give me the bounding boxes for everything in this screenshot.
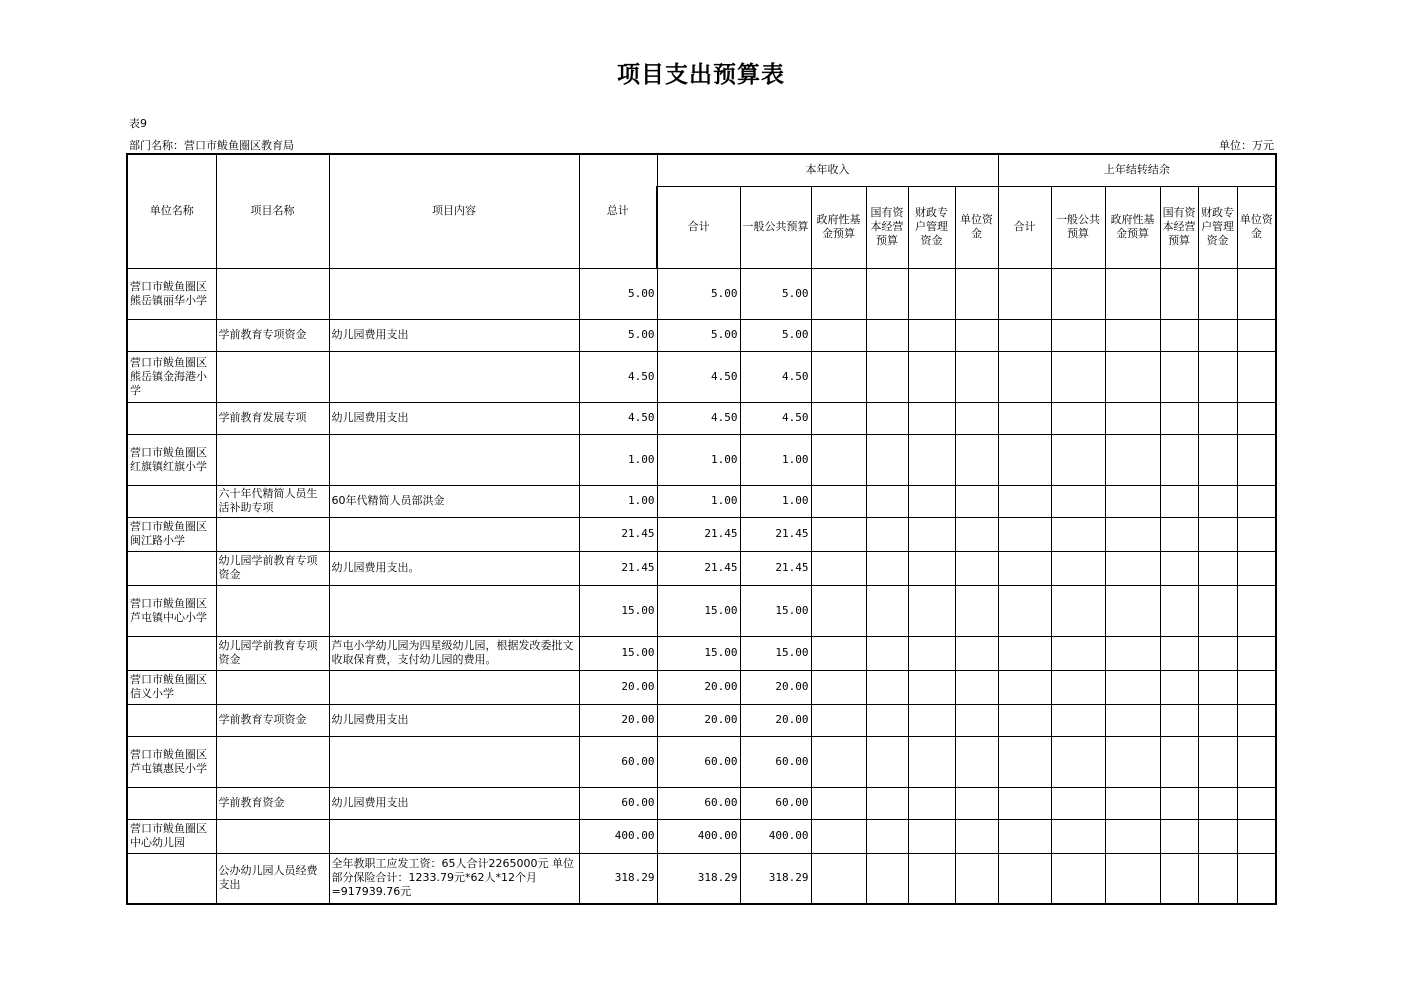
unit-name-cell: 营口市鲅鱼圈区芦屯镇中心小学: [127, 585, 216, 636]
empty-cell: [1051, 819, 1105, 853]
empty-cell: [1051, 402, 1105, 434]
total-cell: 21.45: [579, 517, 657, 551]
empty-cell: [866, 819, 908, 853]
empty-cell: [908, 853, 955, 904]
empty-cell: [1051, 517, 1105, 551]
project-name-cell: [216, 585, 329, 636]
income-subtotal-cell: 1.00: [657, 485, 740, 517]
general-budget-cell: 15.00: [740, 636, 811, 670]
income-subtotal-cell: 21.45: [657, 517, 740, 551]
empty-cell: [1160, 704, 1198, 736]
project-name-cell: 学前教育专项资金: [216, 704, 329, 736]
income-subtotal-cell: 60.00: [657, 787, 740, 819]
department-name: 部门名称：营口市鲅鱼圈区教育局: [129, 139, 294, 152]
income-subtotal-cell: 400.00: [657, 819, 740, 853]
empty-cell: [1237, 704, 1276, 736]
general-budget-cell: 21.45: [740, 517, 811, 551]
header-carry-gov-fund: 政府性基金预算: [1105, 186, 1160, 268]
empty-cell: [998, 636, 1051, 670]
empty-cell: [1160, 819, 1198, 853]
empty-cell: [1051, 670, 1105, 704]
empty-cell: [1051, 787, 1105, 819]
empty-cell: [1160, 736, 1198, 787]
project-name-cell: 幼儿园学前教育专项资金: [216, 551, 329, 585]
empty-cell: [908, 787, 955, 819]
empty-cell: [1051, 319, 1105, 351]
total-cell: 15.00: [579, 636, 657, 670]
project-content-cell: 芦屯小学幼儿园为四星级幼儿园，根据发改委批文收取保育费，支付幼儿园的费用。: [329, 636, 579, 670]
general-budget-cell: 60.00: [740, 787, 811, 819]
income-subtotal-cell: 318.29: [657, 853, 740, 904]
total-cell: 1.00: [579, 434, 657, 485]
empty-cell: [955, 670, 998, 704]
unit-name-cell: [127, 853, 216, 904]
empty-cell: [1105, 736, 1160, 787]
empty-cell: [1105, 434, 1160, 485]
project-content-cell: 幼儿园费用支出: [329, 704, 579, 736]
project-content-cell: 幼儿园费用支出: [329, 319, 579, 351]
empty-cell: [866, 787, 908, 819]
empty-cell: [1237, 585, 1276, 636]
empty-cell: [1105, 585, 1160, 636]
empty-cell: [1051, 268, 1105, 319]
project-name-cell: [216, 268, 329, 319]
empty-cell: [1051, 485, 1105, 517]
total-cell: 4.50: [579, 402, 657, 434]
empty-cell: [998, 704, 1051, 736]
total-cell: 5.00: [579, 268, 657, 319]
empty-cell: [1237, 268, 1276, 319]
unit-name-cell: [127, 485, 216, 517]
empty-cell: [866, 853, 908, 904]
empty-cell: [866, 636, 908, 670]
empty-cell: [1160, 787, 1198, 819]
empty-cell: [1237, 819, 1276, 853]
empty-cell: [811, 636, 866, 670]
general-budget-cell: 318.29: [740, 853, 811, 904]
project-content-cell: [329, 585, 579, 636]
empty-cell: [908, 268, 955, 319]
empty-cell: [1105, 853, 1160, 904]
table-row: [127, 402, 1276, 434]
empty-cell: [1105, 819, 1160, 853]
unit-name-cell: [127, 402, 216, 434]
empty-cell: [955, 319, 998, 351]
table-row: [127, 319, 1276, 351]
empty-cell: [1237, 853, 1276, 904]
empty-cell: [998, 517, 1051, 551]
empty-cell: [811, 819, 866, 853]
unit-name-cell: [127, 319, 216, 351]
header-unit-name: 单位名称: [127, 154, 216, 268]
empty-cell: [998, 819, 1051, 853]
empty-cell: [1198, 636, 1237, 670]
empty-cell: [998, 585, 1051, 636]
empty-cell: [1237, 736, 1276, 787]
empty-cell: [1051, 351, 1105, 402]
table-row: [127, 636, 1276, 670]
empty-cell: [1198, 319, 1237, 351]
empty-cell: [908, 434, 955, 485]
income-subtotal-cell: 4.50: [657, 351, 740, 402]
empty-cell: [1160, 402, 1198, 434]
total-cell: 20.00: [579, 670, 657, 704]
empty-cell: [811, 351, 866, 402]
project-name-cell: 学前教育专项资金: [216, 319, 329, 351]
empty-cell: [1237, 670, 1276, 704]
empty-cell: [1237, 551, 1276, 585]
unit-name-cell: [127, 704, 216, 736]
empty-cell: [1198, 351, 1237, 402]
empty-cell: [1105, 551, 1160, 585]
page-title: 项目支出预算表: [617, 62, 785, 88]
empty-cell: [1160, 636, 1198, 670]
general-budget-cell: 5.00: [740, 268, 811, 319]
header-prior-carryover: 上年结转结余: [998, 154, 1276, 186]
empty-cell: [1237, 517, 1276, 551]
income-subtotal-cell: 60.00: [657, 736, 740, 787]
empty-cell: [908, 585, 955, 636]
empty-cell: [955, 704, 998, 736]
table-row: [127, 736, 1276, 787]
empty-cell: [811, 434, 866, 485]
total-cell: 60.00: [579, 736, 657, 787]
empty-cell: [955, 819, 998, 853]
empty-cell: [811, 585, 866, 636]
header-income-state-capital: 国有资本经营预算: [866, 186, 908, 268]
empty-cell: [1105, 636, 1160, 670]
general-budget-cell: 60.00: [740, 736, 811, 787]
general-budget-cell: 1.00: [740, 434, 811, 485]
empty-cell: [1198, 704, 1237, 736]
project-name-cell: [216, 517, 329, 551]
unit-name-cell: [127, 636, 216, 670]
empty-cell: [811, 319, 866, 351]
empty-cell: [908, 319, 955, 351]
empty-cell: [1160, 853, 1198, 904]
project-content-cell: 全年教职工应发工资：65人合计2265000元 单位部分保险合计：1233.79元*62人*12个月=917939.76元: [329, 853, 579, 904]
empty-cell: [1105, 402, 1160, 434]
project-content-cell: [329, 517, 579, 551]
unit-name-cell: [127, 551, 216, 585]
project-content-cell: 幼儿园费用支出: [329, 402, 579, 434]
empty-cell: [1160, 585, 1198, 636]
empty-cell: [998, 402, 1051, 434]
empty-cell: [1160, 517, 1198, 551]
general-budget-cell: 4.50: [740, 402, 811, 434]
header-carry-state-capital: 国有资本经营预算: [1160, 186, 1198, 268]
empty-cell: [866, 319, 908, 351]
empty-cell: [811, 517, 866, 551]
empty-cell: [1198, 517, 1237, 551]
table-row: [127, 819, 1276, 853]
empty-cell: [866, 351, 908, 402]
empty-cell: [1237, 434, 1276, 485]
empty-cell: [908, 485, 955, 517]
unit-name-cell: 营口市鲅鱼圈区芦屯镇惠民小学: [127, 736, 216, 787]
table-row: [127, 787, 1276, 819]
empty-cell: [866, 704, 908, 736]
empty-cell: [955, 853, 998, 904]
header-carry-unit-funds: 单位资金: [1237, 186, 1276, 268]
empty-cell: [811, 853, 866, 904]
general-budget-cell: 15.00: [740, 585, 811, 636]
general-budget-cell: 5.00: [740, 319, 811, 351]
project-content-cell: [329, 819, 579, 853]
unit-label: 单位：万元: [1219, 139, 1274, 152]
table-row: [127, 853, 1276, 904]
empty-cell: [866, 736, 908, 787]
empty-cell: [866, 485, 908, 517]
empty-cell: [866, 434, 908, 485]
empty-cell: [866, 402, 908, 434]
empty-cell: [811, 670, 866, 704]
empty-cell: [908, 351, 955, 402]
project-content-cell: [329, 351, 579, 402]
project-name-cell: 六十年代精简人员生活补助专项: [216, 485, 329, 517]
empty-cell: [908, 517, 955, 551]
unit-name-cell: [127, 787, 216, 819]
empty-cell: [1105, 517, 1160, 551]
project-name-cell: [216, 434, 329, 485]
project-name-cell: 公办幼儿园人员经费支出: [216, 853, 329, 904]
header-total: 总计: [579, 154, 657, 268]
empty-cell: [908, 736, 955, 787]
empty-cell: [866, 551, 908, 585]
table-row: [127, 434, 1276, 485]
header-project-content: 项目内容: [329, 154, 579, 268]
table-row: [127, 670, 1276, 704]
empty-cell: [955, 517, 998, 551]
empty-cell: [811, 704, 866, 736]
empty-cell: [955, 268, 998, 319]
empty-cell: [955, 434, 998, 485]
empty-cell: [1105, 268, 1160, 319]
empty-cell: [866, 585, 908, 636]
project-name-cell: 学前教育发展专项: [216, 402, 329, 434]
header-income-subtotal: 合计: [657, 186, 740, 268]
total-cell: 4.50: [579, 351, 657, 402]
empty-cell: [908, 670, 955, 704]
empty-cell: [998, 670, 1051, 704]
empty-cell: [908, 402, 955, 434]
total-cell: 20.00: [579, 704, 657, 736]
total-cell: 5.00: [579, 319, 657, 351]
empty-cell: [1051, 636, 1105, 670]
total-cell: 1.00: [579, 485, 657, 517]
empty-cell: [1237, 636, 1276, 670]
project-content-cell: [329, 670, 579, 704]
general-budget-cell: 20.00: [740, 704, 811, 736]
empty-cell: [955, 551, 998, 585]
header-income-general: 一般公共预算: [740, 186, 811, 268]
project-name-cell: [216, 736, 329, 787]
total-cell: 400.00: [579, 819, 657, 853]
empty-cell: [998, 853, 1051, 904]
income-subtotal-cell: 5.00: [657, 268, 740, 319]
header-carry-general: 一般公共预算: [1051, 186, 1105, 268]
empty-cell: [866, 517, 908, 551]
header-carry-special-account: 财政专户管理资金: [1198, 186, 1237, 268]
empty-cell: [1160, 434, 1198, 485]
empty-cell: [811, 787, 866, 819]
income-subtotal-cell: 4.50: [657, 402, 740, 434]
empty-cell: [1160, 319, 1198, 351]
empty-cell: [1198, 402, 1237, 434]
empty-cell: [998, 485, 1051, 517]
empty-cell: [1051, 853, 1105, 904]
empty-cell: [811, 402, 866, 434]
header-income-gov-fund: 政府性基金预算: [811, 186, 866, 268]
table-row: [127, 268, 1276, 319]
empty-cell: [1237, 402, 1276, 434]
header-carry-subtotal: 合计: [998, 186, 1051, 268]
income-subtotal-cell: 20.00: [657, 670, 740, 704]
empty-cell: [955, 636, 998, 670]
empty-cell: [811, 268, 866, 319]
empty-cell: [1198, 268, 1237, 319]
project-content-cell: 幼儿园费用支出: [329, 787, 579, 819]
empty-cell: [1198, 585, 1237, 636]
unit-name-cell: 营口市鲅鱼圈区熊岳镇丽华小学: [127, 268, 216, 319]
general-budget-cell: 4.50: [740, 351, 811, 402]
empty-cell: [1237, 319, 1276, 351]
empty-cell: [1198, 853, 1237, 904]
empty-cell: [998, 268, 1051, 319]
empty-cell: [1160, 268, 1198, 319]
empty-cell: [955, 736, 998, 787]
unit-name-cell: 营口市鲅鱼圈区熊岳镇金海港小学: [127, 351, 216, 402]
table-row: [127, 704, 1276, 736]
income-subtotal-cell: 15.00: [657, 636, 740, 670]
empty-cell: [1198, 819, 1237, 853]
empty-cell: [1160, 351, 1198, 402]
empty-cell: [1198, 551, 1237, 585]
empty-cell: [1160, 551, 1198, 585]
empty-cell: [955, 351, 998, 402]
empty-cell: [1160, 670, 1198, 704]
table-row: [127, 485, 1276, 517]
unit-name-cell: 营口市鲅鱼圈区中心幼儿园: [127, 819, 216, 853]
project-name-cell: 学前教育资金: [216, 787, 329, 819]
project-content-cell: [329, 736, 579, 787]
income-subtotal-cell: 20.00: [657, 704, 740, 736]
empty-cell: [866, 268, 908, 319]
empty-cell: [908, 704, 955, 736]
empty-cell: [1051, 551, 1105, 585]
total-cell: 318.29: [579, 853, 657, 904]
empty-cell: [998, 787, 1051, 819]
empty-cell: [1237, 787, 1276, 819]
empty-cell: [908, 636, 955, 670]
empty-cell: [998, 434, 1051, 485]
empty-cell: [1105, 319, 1160, 351]
empty-cell: [908, 819, 955, 853]
unit-name-cell: 营口市鲅鱼圈区红旗镇红旗小学: [127, 434, 216, 485]
empty-cell: [955, 585, 998, 636]
empty-cell: [998, 736, 1051, 787]
empty-cell: [1051, 736, 1105, 787]
income-subtotal-cell: 21.45: [657, 551, 740, 585]
header-project-name: 项目名称: [216, 154, 329, 268]
project-name-cell: [216, 819, 329, 853]
project-name-cell: [216, 670, 329, 704]
empty-cell: [1051, 434, 1105, 485]
budget-table: [126, 153, 1277, 905]
empty-cell: [1105, 787, 1160, 819]
empty-cell: [1198, 787, 1237, 819]
project-name-cell: [216, 351, 329, 402]
empty-cell: [1237, 351, 1276, 402]
empty-cell: [1198, 670, 1237, 704]
empty-cell: [955, 402, 998, 434]
general-budget-cell: 21.45: [740, 551, 811, 585]
empty-cell: [1105, 670, 1160, 704]
empty-cell: [955, 787, 998, 819]
empty-cell: [866, 670, 908, 704]
empty-cell: [811, 485, 866, 517]
empty-cell: [1105, 704, 1160, 736]
project-content-cell: 60年代精简人员部洪金: [329, 485, 579, 517]
empty-cell: [1198, 434, 1237, 485]
empty-cell: [908, 551, 955, 585]
general-budget-cell: 20.00: [740, 670, 811, 704]
total-cell: 60.00: [579, 787, 657, 819]
project-content-cell: 幼儿园费用支出。: [329, 551, 579, 585]
empty-cell: [1105, 485, 1160, 517]
income-subtotal-cell: 15.00: [657, 585, 740, 636]
empty-cell: [998, 351, 1051, 402]
income-subtotal-cell: 5.00: [657, 319, 740, 351]
project-name-cell: 幼儿园学前教育专项资金: [216, 636, 329, 670]
empty-cell: [1051, 704, 1105, 736]
income-subtotal-cell: 1.00: [657, 434, 740, 485]
empty-cell: [998, 551, 1051, 585]
table-row: [127, 351, 1276, 402]
empty-cell: [1105, 351, 1160, 402]
table-row: [127, 585, 1276, 636]
general-budget-cell: 1.00: [740, 485, 811, 517]
table-number: 表9: [129, 117, 147, 130]
general-budget-cell: 400.00: [740, 819, 811, 853]
empty-cell: [1198, 736, 1237, 787]
table-row: [127, 517, 1276, 551]
empty-cell: [1237, 485, 1276, 517]
table-row: [127, 551, 1276, 585]
empty-cell: [1198, 485, 1237, 517]
empty-cell: [955, 485, 998, 517]
unit-name-cell: 营口市鲅鱼圈区信义小学: [127, 670, 216, 704]
total-cell: 21.45: [579, 551, 657, 585]
header-income-unit-funds: 单位资金: [955, 186, 998, 268]
total-cell: 15.00: [579, 585, 657, 636]
header-income-special-account: 财政专户管理资金: [908, 186, 955, 268]
unit-name-cell: 营口市鲅鱼圈区闽江路小学: [127, 517, 216, 551]
empty-cell: [811, 551, 866, 585]
project-content-cell: [329, 268, 579, 319]
empty-cell: [1051, 585, 1105, 636]
empty-cell: [998, 319, 1051, 351]
project-content-cell: [329, 434, 579, 485]
empty-cell: [811, 736, 866, 787]
empty-cell: [1160, 485, 1198, 517]
header-current-income: 本年收入: [657, 154, 998, 186]
